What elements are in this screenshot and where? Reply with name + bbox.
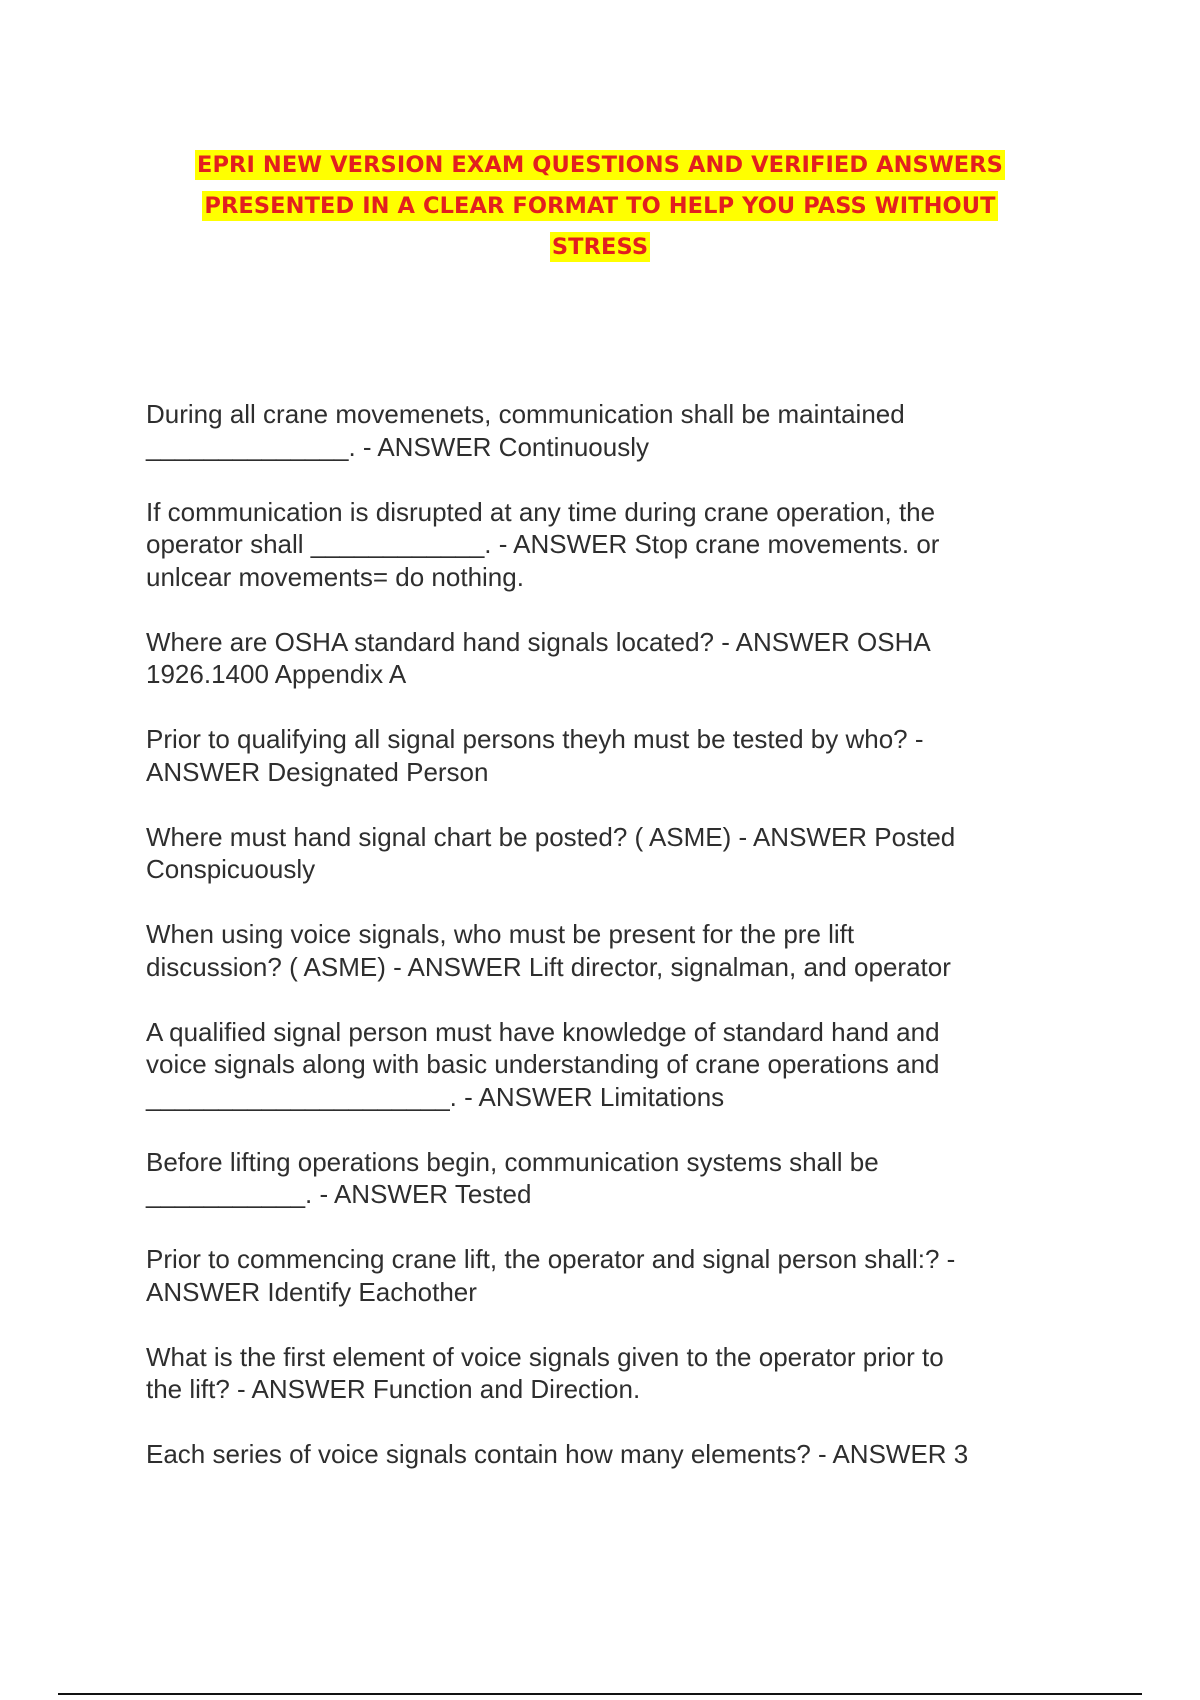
qa-item: Prior to commencing crane lift, the operator and signal person shall:? - ANSWER Identify Eachother: [146, 1244, 956, 1307]
title-line-3: STRESS: [551, 234, 649, 260]
qa-item: Before lifting operations begin, communication systems shall be ___________. - ANSWER Tested: [146, 1146, 879, 1209]
title-line-1: EPRI NEW VERSION EXAM QUESTIONS AND VERIFIED ANSWERS: [197, 152, 1003, 178]
document-title: [150, 146, 1050, 269]
qa-item: Where must hand signal chart be posted? ( ASME) - ANSWER Posted Conspicuously: [146, 821, 956, 884]
qa-item: A qualified signal person must have knowledge of standard hand and voice signals along with basic understanding of crane operations and _____________________. - ANSWER Limitations: [146, 1016, 940, 1112]
qa-item: Each series of voice signals contain how many elements? - ANSWER 3: [146, 1439, 969, 1469]
qa-item: During all crane movemenets, communication shall be maintained ______________. - ANSWER Continuously: [146, 399, 905, 462]
qa-item: What is the first element of voice signals given to the operator prior to the lift? - ANSWER Function and Direction.: [146, 1341, 944, 1404]
title-line-2: PRESENTED IN A CLEAR FORMAT TO HELP YOU PASS WITHOUT: [204, 193, 996, 219]
qa-list: [146, 398, 1046, 1503]
qa-item: When using voice signals, who must be present for the pre lift discussion? ( ASME) - ANSWER Lift director, signalman, and operator: [146, 919, 951, 982]
qa-item: If communication is disrupted at any time during crane operation, the operator shall ____________. - ANSWER Stop crane movements. or unlcear movements= do nothing.: [146, 496, 940, 592]
qa-item: Where are OSHA standard hand signals located? - ANSWER OSHA 1926.1400 Appendix A: [146, 626, 931, 689]
page-bottom-divider: [58, 1693, 1142, 1695]
qa-item: Prior to qualifying all signal persons theyh must be tested by who? - ANSWER Designated Person: [146, 724, 924, 787]
